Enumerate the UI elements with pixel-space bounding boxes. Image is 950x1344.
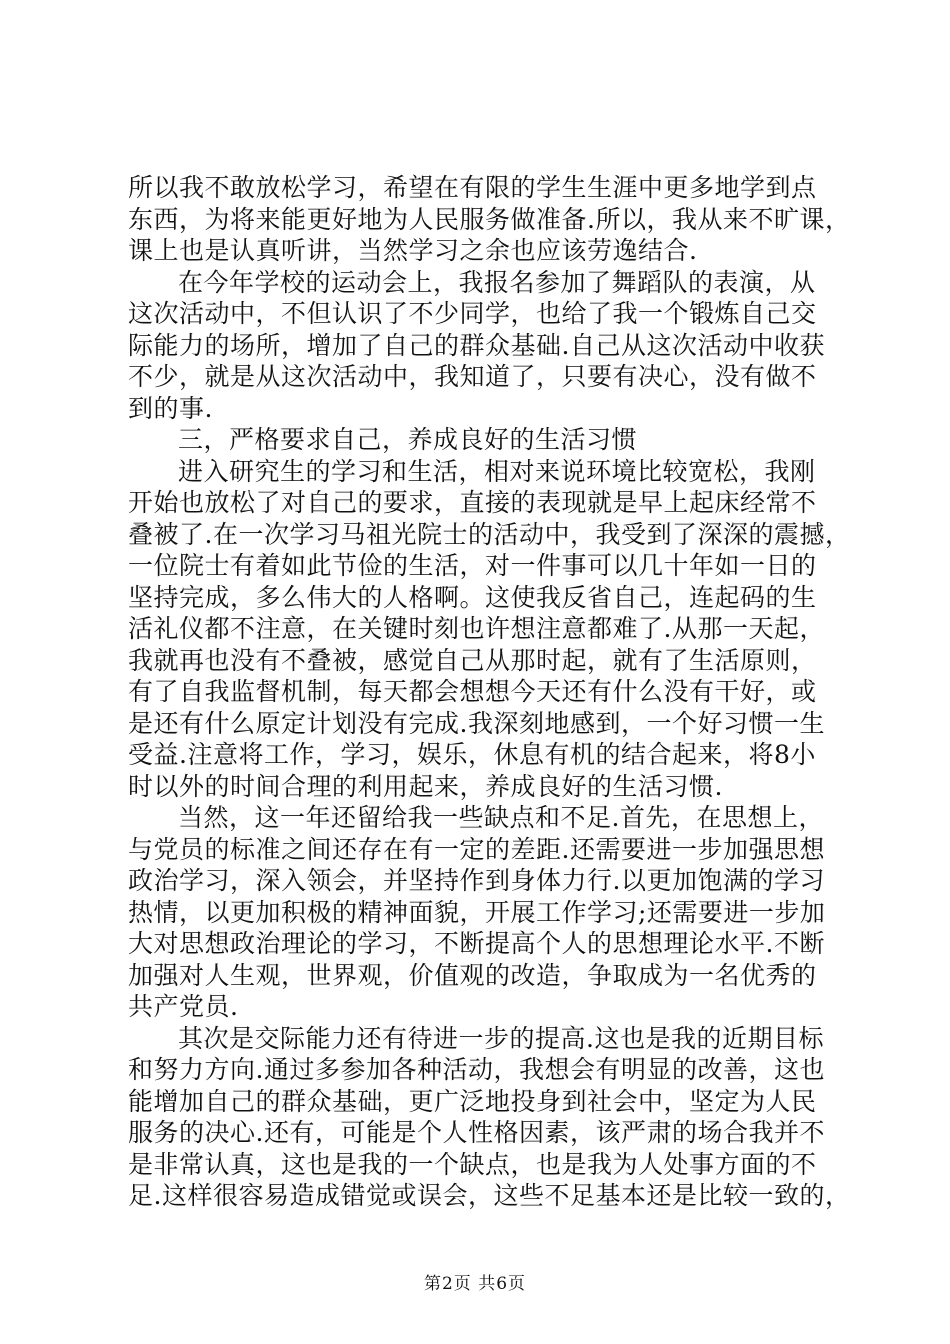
- text-line: 活礼仪都不注意，在关键时刻也许想注意都难了.从那一天起，: [128, 614, 825, 643]
- text-line: 所以我不敢放松学习，希望在有限的学生生涯中更多地学到点: [128, 173, 817, 202]
- text-line: 开始也放松了对自己的要求，直接的表现就是早上起床经常不: [128, 488, 817, 517]
- text-line: 当然，这一年还留给我一些缺点和不足.首先，在思想上，: [178, 803, 824, 832]
- text-line: 足.这样很容易造成错觉或误会，这些不足基本还是比较一致的，: [128, 1181, 851, 1210]
- text-line: 在今年学校的运动会上，我报名参加了舞蹈队的表演，从: [178, 267, 816, 297]
- text-line: 课上也是认真听讲，当然学习之余也应该劳逸结合.: [128, 236, 698, 265]
- text-line: 政治学习，深入领会，并坚持作到身体力行.以更加饱满的学习: [128, 866, 825, 895]
- text-line: 和努力方向.通过多参加各种活动，我想会有明显的改善，这也: [128, 1055, 825, 1084]
- text-line: 共产党员.: [128, 992, 239, 1021]
- text-line: 坚持完成，多么伟大的人格啊。这使我反省自己，连起码的生: [128, 582, 817, 612]
- text-line: 三，严格要求自己，养成良好的生活习惯: [178, 425, 638, 454]
- text-line: 与党员的标准之间还存在有一定的差距.还需要进一步加强思想: [128, 834, 825, 864]
- text-line: 大对思想政治理论的学习，不断提高个人的思想理论水平.不断: [128, 929, 825, 958]
- text-line: 不少，就是从这次活动中，我知道了，只要有决心，没有做不: [128, 362, 817, 391]
- text-line: 叠被了.在一次学习马祖光院士的活动中，我受到了深深的震撼，: [128, 519, 851, 549]
- body-text: [128, 172, 851, 1212]
- text-line: 进入研究生的学习和生活，相对来说环境比较宽松，我刚: [178, 456, 816, 486]
- text-line: 加强对人生观，世界观，价值观的改造，争取成为一名优秀的: [128, 960, 817, 990]
- text-line: 这次活动中，不但认识了不少同学，也给了我一个锻炼自己交: [128, 299, 817, 328]
- text-line: 服务的决心.还有，可能是个人性格因素，该严肃的场合我并不: [128, 1118, 825, 1147]
- text-line: 东西，为将来能更好地为人民服务做准备.所以，我从来不旷课，: [128, 204, 851, 234]
- text-line: 有了自我监督机制，每天都会想想今天还有什么没有干好，或: [128, 677, 817, 706]
- text-line: 际能力的场所，增加了自己的群众基础.自己从这次活动中收获: [128, 330, 825, 360]
- page-footer: 第2页 共6页: [423, 1274, 527, 1294]
- text-line: 我就再也没有不叠被，感觉自己从那时起，就有了生活原则，: [128, 645, 817, 675]
- text-line: 受益.注意将工作，学习，娱乐，休息有机的结合起来，将8小: [128, 740, 816, 769]
- text-line: 其次是交际能力还有待进一步的提高.这也是我的近期目标: [178, 1023, 824, 1053]
- text-line: 一位院士有着如此节俭的生活，对一件事可以几十年如一日的: [128, 551, 817, 580]
- text-line: 到的事.: [128, 393, 213, 423]
- text-line: 是还有什么原定计划没有完成.我深刻地感到，一个好习惯一生: [128, 708, 825, 738]
- text-line: 是非常认真，这也是我的一个缺点，也是我为人处事方面的不: [128, 1149, 817, 1179]
- text-line: 时以外的时间合理的利用起来，养成良好的生活习惯.: [128, 771, 723, 801]
- text-line: 热情，以更加积极的精神面貌，开展工作学习;还需要进一步加: [128, 897, 826, 927]
- text-line: 能增加自己的群众基础，更广泛地投身到社会中，坚定为人民: [128, 1086, 817, 1116]
